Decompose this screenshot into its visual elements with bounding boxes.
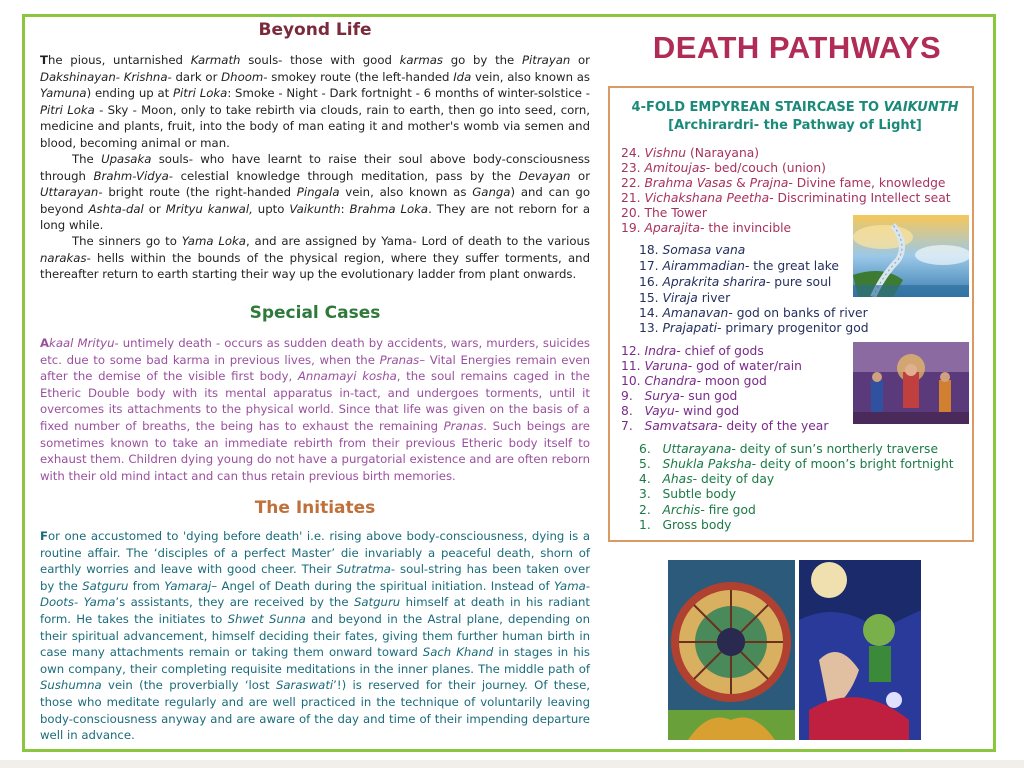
staircase-step: 8. Vayu- wind god — [621, 404, 740, 418]
special-cases-title: Special Cases — [249, 303, 381, 323]
staircase-step: 5. Shukla Paksha- deity of moon’s bright fortnight — [639, 457, 954, 471]
staircase-step: 6. Uttarayana- deity of sun’s northerly traverse — [639, 442, 939, 456]
staircase-step: 1. Gross body — [639, 518, 732, 532]
staircase-step: 20. The Tower — [621, 206, 707, 220]
initiates-title: The Initiates — [254, 498, 376, 518]
beyond-life-paragraph-3: The sinners go to Yama Loka, and are assigned by Yama- Lord of death to the various narakas- hells within the bounds of the physical region, where they suffer torments, and thereafter return to earth starting their way up the evolutionary ladder from plant onwards. — [40, 234, 590, 282]
staircase-step: 7. Samvatsara- deity of the year — [621, 419, 829, 433]
yama-picture — [799, 560, 921, 740]
staircase-step: 21. Vichakshana Peetha- Discriminating Intellect seat — [621, 191, 951, 205]
staircase-step: 15. Viraja river — [639, 291, 731, 305]
staircase-step: 2. Archis- fire god — [639, 503, 756, 517]
staircase-step: 3. Subtle body — [639, 487, 736, 501]
initiates-paragraph: For one accustomed to 'dying before death' i.e. rising above body-consciousness, dying is a routine affair. The ‘disciples of a perfect Master’ die invariably a peaceful death, shorn of earthly worries and leave with good cheer. Their Sutratma- soul-string has been taken over by the Satguru from Yamaraj– Angel of Death during the spiritual initiation. Instead of Yama-Doots- Yama’s assistants, they are received by the Satguru himself at death in his radiant form. He takes the initiates to Shwet Sunna and beyond in the Astral plane, depending on their spiritual advancement, himself deciding their fates, giving them further human birth in case many attachments remain or taking them onward toward Sach Khand in stages in his own company, their completing requisite meditations in the inner planes. The middle path of Sushumna vein (the proverbially ‘lost Saraswati’!) is reserved for their journey. Of these, those who meditate regularly and are well practiced in the technique of voluntarily leaving body-consciousness anyway and are aware of the day and time of their impending departure well in advance. — [40, 529, 591, 743]
stairway-to-heaven-picture — [853, 215, 969, 297]
beyond-life-paragraph-2: The Upasaka souls- who have learnt to raise their soul above body-consciousness through Brahm-Vidya- celestial knowledge through meditation, pass by the Devayan or Uttarayan- bright route (the right-handed Pingala vein, also known as Ganga) and can go beyond Ashta-dal or Mrityu kanwal, upto Vaikunth: Brahma Loka. They are not reborn for a long while. — [40, 152, 591, 233]
staircase-step: 24. Vishnu (Narayana) — [621, 146, 760, 160]
staircase-step: 14. Amanavan- god on banks of river — [639, 306, 868, 320]
staircase-step: 16. Aprakrita sharira- pure soul — [639, 275, 832, 289]
staircase-step: 23. Amitoujas- bed/couch (union) — [621, 161, 826, 175]
staircase-step: 13. Prajapati- primary progenitor god — [639, 321, 869, 335]
death-pathways-title: DEATH PATHWAYS — [652, 30, 942, 65]
wheel-of-life-picture — [668, 560, 795, 740]
staircase-step: 19. Aparajita- the invincible — [621, 221, 792, 235]
staircase-step: 4. Ahas- deity of day — [639, 472, 775, 486]
beyond-life-paragraph-1: The pious, untarnished Karmath souls- those with good karmas go by the Pitrayan or Dakshinayan- Krishna- dark or Dhoom- smokey route (the left-handed Ida vein, also known as Yamuna) ending up at Pitri Loka: Smoke - Night - Dark fortnight - 6 months of winter-solstice - Pitri Loka - Sky - Moon, only to take rebirth via clouds, rain to earth, then go into seed, corn, medicine and plants, fruit, into the body of man eating it and mother's womb via semen and blood, becoming animal or man. — [40, 53, 590, 150]
assembly-of-gods-picture — [853, 342, 969, 424]
staircase-title: 4-FOLD EMPYREAN STAIRCASE TO VAIKUNTH — [631, 100, 959, 115]
staircase-step: 18. Somasa vana — [639, 243, 746, 257]
staircase-subtitle: [Archirardri- the Pathway of Light] — [668, 118, 922, 133]
beyond-life-title: Beyond Life — [258, 20, 372, 40]
staircase-step: 11. Varuna- god of water/rain — [621, 359, 802, 373]
bottom-rule — [0, 760, 1024, 768]
staircase-step: 22. Brahma Vasas & Prajna- Divine fame, knowledge — [621, 176, 946, 190]
special-cases-paragraph: Akaal Mrityu- untimely death - occurs as sudden death by accidents, wars, murders, suicides etc. due to some bad karma in previous lives, when the Pranas– Vital Energies remain even after the demise of the visible first body, Annamayi kosha, the soul remains caged in the Etheric Double body with its mental apparatus in-tact, and undergoes torments, until it overcomes its attachments to the physical world. Since that life was given on the basis of a fixed number of breaths, the being has to exhaust the remaining Pranas. Such beings are sometimes known to take an immediate rebirth from their previous Etheric body itself to exhaust them. Children dying young do not have a purgatorial existence and are often reborn with their old mind intact and can thus retain previous birth memories. — [40, 336, 591, 483]
staircase-step: 17. Airammadian- the great lake — [639, 259, 839, 273]
staircase-step: 9. Surya- sun god — [621, 389, 738, 403]
staircase-step: 10. Chandra- moon god — [621, 374, 767, 388]
staircase-step: 12. Indra- chief of gods — [621, 344, 764, 358]
